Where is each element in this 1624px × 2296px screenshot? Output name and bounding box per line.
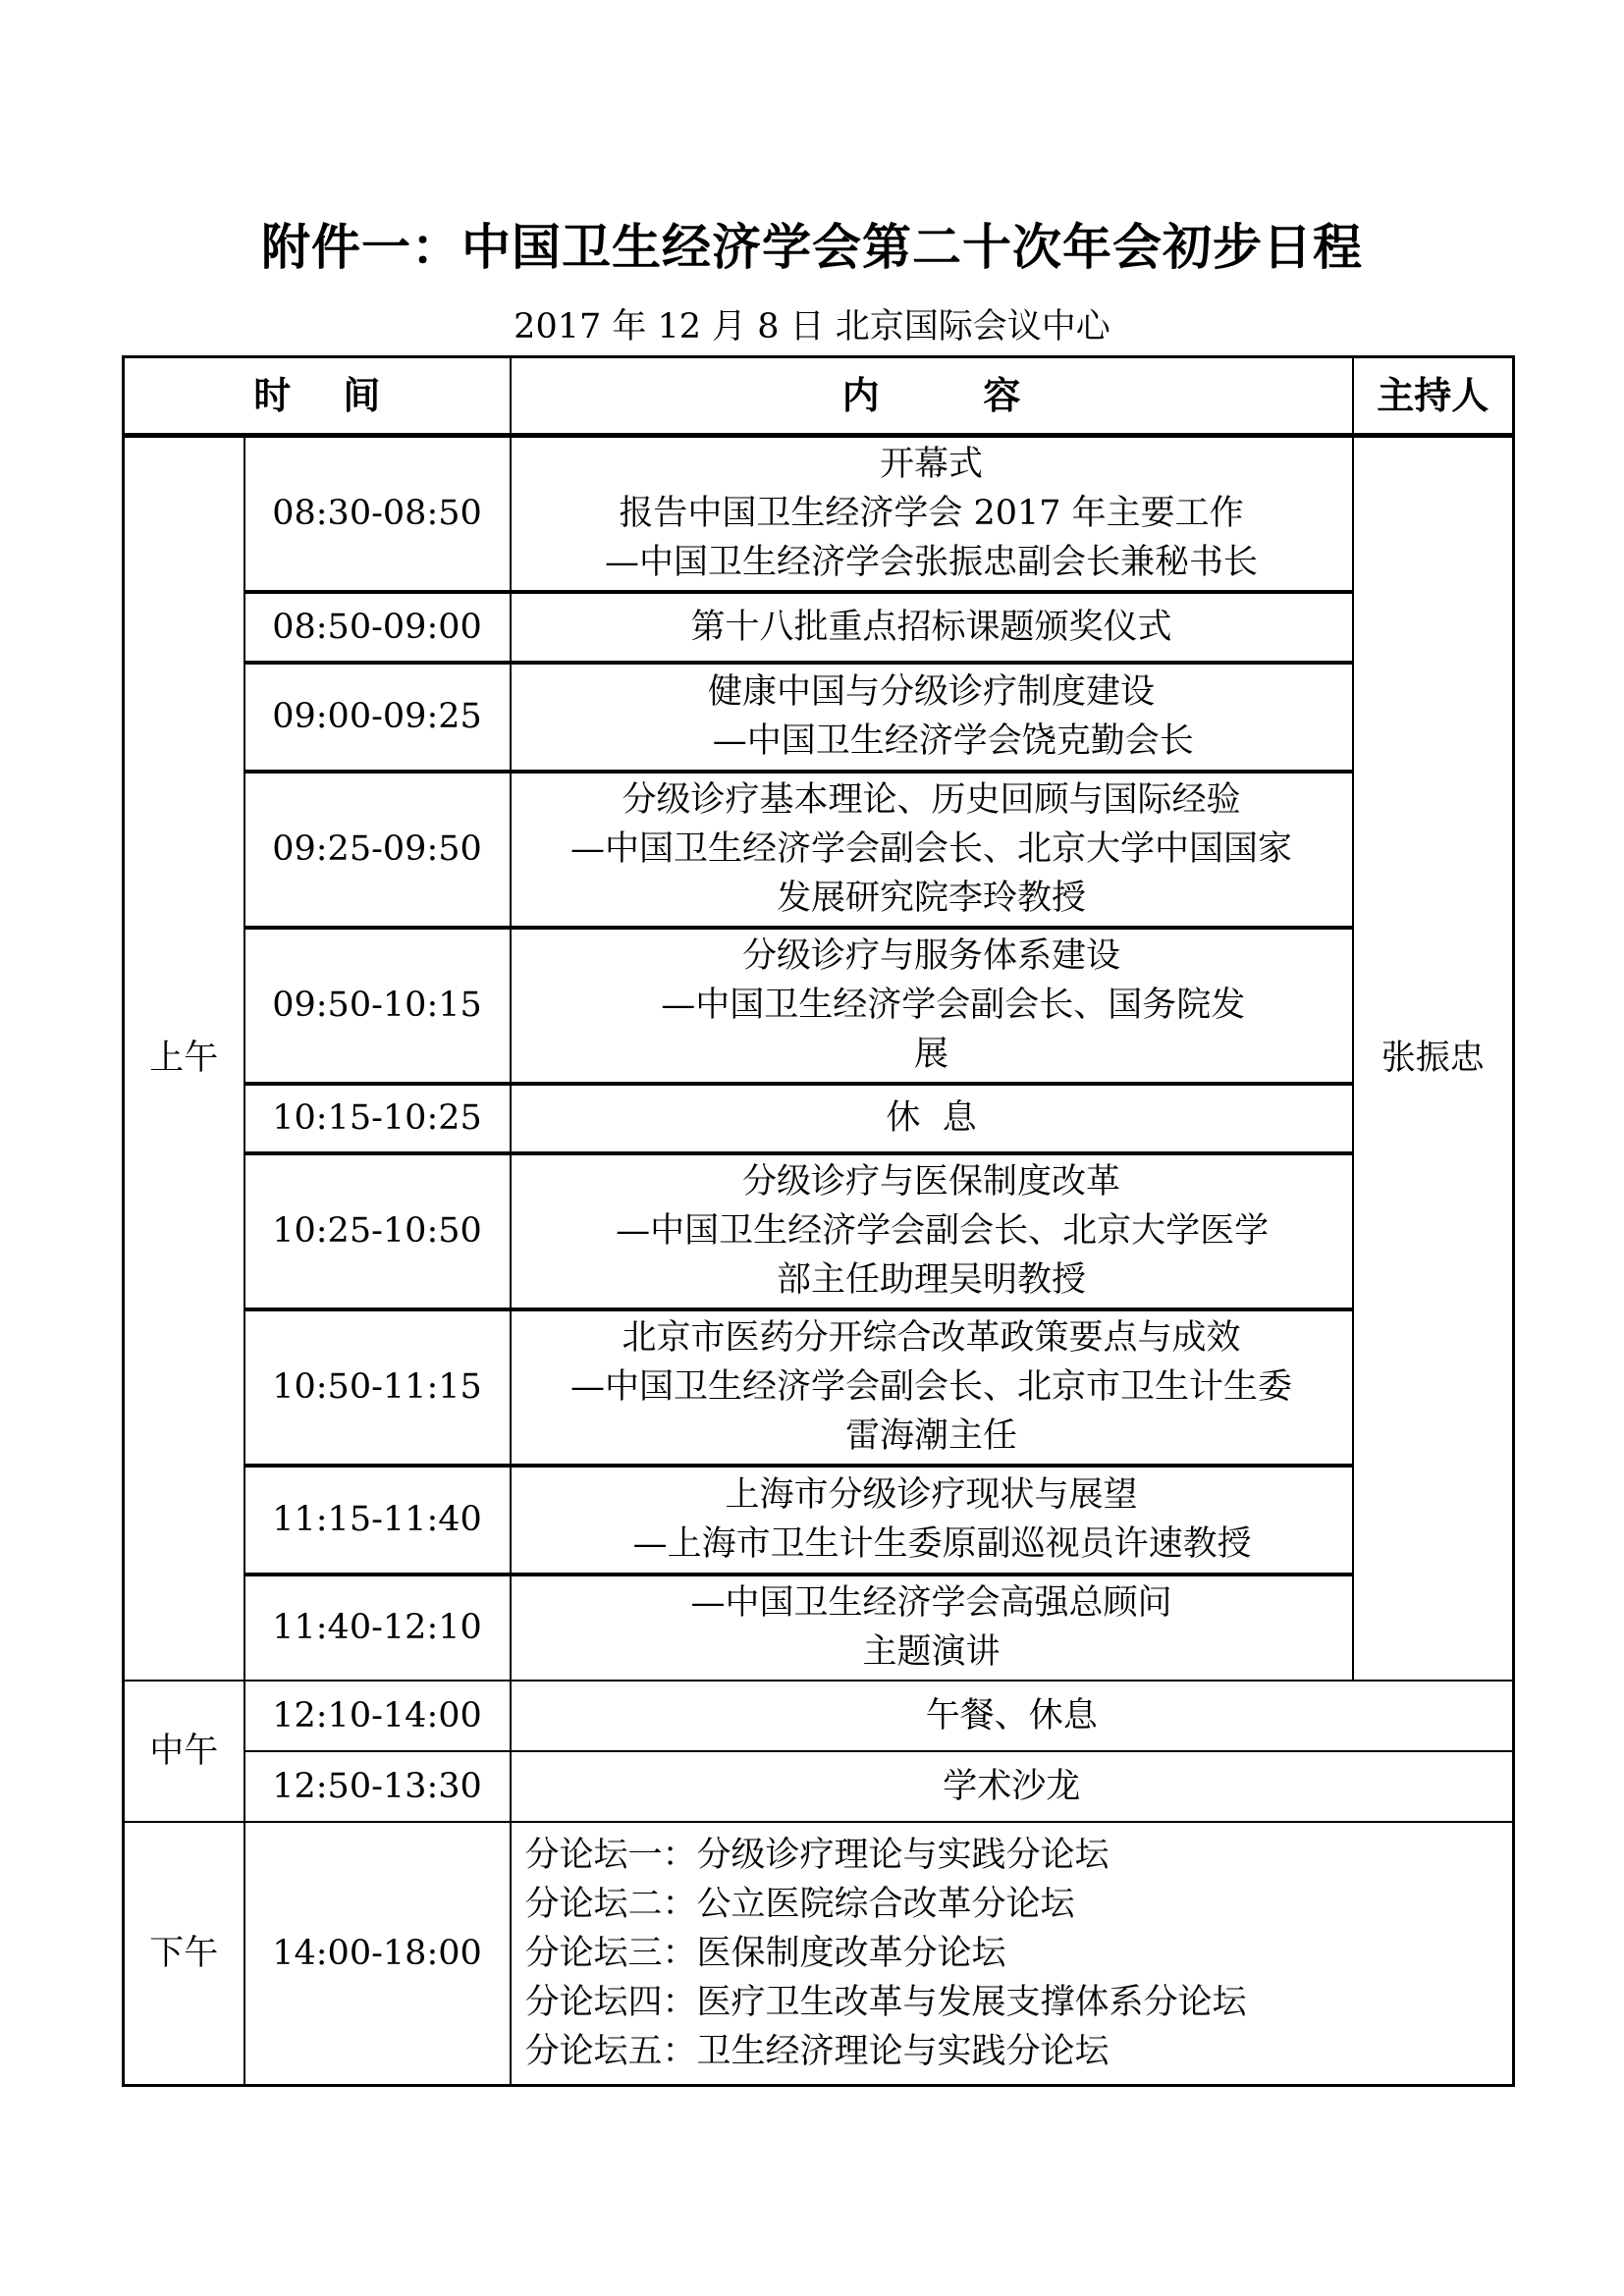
- content-line: —上海市卫生计生委原副巡视员许速教授: [611, 1524, 1252, 1564]
- content-cell: [511, 436, 1353, 592]
- content-line: 分级诊疗与服务体系建设: [742, 936, 1121, 976]
- content-cell: [511, 772, 1353, 928]
- table-row: [124, 1822, 1514, 2086]
- time-cell: 08:50-09:00: [244, 592, 511, 663]
- date-venue: 2017 年 12 月 8 日 北京国际会议中心: [514, 307, 1110, 347]
- time-cell: 10:25-10:50: [244, 1153, 511, 1309]
- time-cell: 10:50-11:15: [244, 1309, 511, 1466]
- table-row: [124, 436, 1514, 592]
- content-cell: [511, 663, 1353, 772]
- content-line: 报告中国卫生经济学会 2017 年主要工作: [619, 494, 1244, 534]
- content-line: 主题演讲: [862, 1632, 1001, 1672]
- time-cell: 09:50-10:15: [244, 928, 511, 1084]
- content-line: 休 息: [886, 1098, 977, 1138]
- content-line: 分级诊疗与医保制度改革: [742, 1162, 1121, 1201]
- content-cell: [511, 1751, 1514, 1822]
- content-cell: [511, 1153, 1353, 1309]
- content-line: —中国卫生经济学会副会长、北京大学中国国家: [570, 829, 1293, 869]
- content-cell: [511, 592, 1353, 663]
- content-line: 学术沙龙: [943, 1766, 1081, 1806]
- table-row: [124, 1466, 1514, 1575]
- period-cell: 下午: [124, 1822, 244, 2086]
- header-content: 内 容: [511, 357, 1353, 436]
- table-row: [124, 592, 1514, 663]
- content-line: —中国卫生经济学会饶克勤会长: [669, 721, 1194, 761]
- content-line: —中国卫生经济学会副会长、国务院发: [617, 986, 1246, 1025]
- content-cell: [511, 1309, 1353, 1466]
- time-cell: 08:30-08:50: [244, 436, 511, 592]
- time-cell: 12:50-13:30: [244, 1751, 511, 1822]
- content-line: 北京市医药分开综合改革政策要点与成效: [622, 1318, 1241, 1358]
- content-line: 分论坛五：卫生经济理论与实践分论坛: [524, 2031, 1110, 2071]
- content-line: 发展研究院李玲教授: [777, 879, 1087, 918]
- table-row: [124, 1751, 1514, 1822]
- time-cell: 09:25-09:50: [244, 772, 511, 928]
- time-cell: 14:00-18:00: [244, 1822, 511, 2086]
- content-line: 展: [914, 1035, 949, 1074]
- content-line: —中国卫生经济学会副会长、北京市卫生计生委: [570, 1367, 1293, 1407]
- page-title: 附件一：中国卫生经济学会第二十次年会初步日程: [261, 219, 1363, 276]
- content-line: 午餐、休息: [925, 1695, 1098, 1735]
- content-line: 部主任助理吴明教授: [777, 1260, 1087, 1300]
- content-line: 分论坛四：医疗卫生改革与发展支撑体系分论坛: [524, 1982, 1247, 2022]
- content-line: —中国卫生经济学会张振忠副会长兼秘书长: [605, 543, 1259, 583]
- content-line: 健康中国与分级诊疗制度建设: [708, 672, 1156, 712]
- content-line: 第十八批重点招标课题颁奖仪式: [690, 607, 1172, 647]
- table-row: [124, 928, 1514, 1084]
- table-row: [124, 1309, 1514, 1466]
- schedule-table: [122, 355, 1515, 2087]
- content-line: 分级诊疗基本理论、历史回顾与国际经验: [622, 780, 1241, 820]
- period-cell: 上午: [124, 436, 244, 1681]
- table-row: [124, 1153, 1514, 1309]
- content-line: —中国卫生经济学会高强总顾问: [690, 1583, 1172, 1623]
- period-cell: 中午: [124, 1681, 244, 1822]
- content-cell: [511, 1084, 1353, 1153]
- header-time: 时 间: [124, 357, 511, 436]
- content-cell: [511, 1681, 1514, 1751]
- content-line: 分论坛三：医保制度改革分论坛: [524, 1933, 1006, 1973]
- header-host: 主持人: [1353, 357, 1514, 436]
- header-row: [124, 357, 1514, 436]
- table-row: [124, 1575, 1514, 1681]
- content-line: 雷海潮主任: [845, 1416, 1018, 1456]
- table-row: [124, 1084, 1514, 1153]
- content-line: 上海市分级诊疗现状与展望: [725, 1475, 1138, 1515]
- table-row: [124, 1681, 1514, 1751]
- time-cell: 11:40-12:10: [244, 1575, 511, 1681]
- time-cell: 12:10-14:00: [244, 1681, 511, 1751]
- content-cell: [511, 1466, 1353, 1575]
- content-line: 开幕式: [880, 445, 984, 485]
- host-cell: 张振忠: [1353, 436, 1514, 1681]
- table-row: [124, 772, 1514, 928]
- time-cell: 10:15-10:25: [244, 1084, 511, 1153]
- content-line: —中国卫生经济学会副会长、北京大学医学: [593, 1211, 1270, 1251]
- time-cell: 11:15-11:40: [244, 1466, 511, 1575]
- content-cell: [511, 928, 1353, 1084]
- content-cell: [511, 1822, 1514, 2086]
- table-row: [124, 663, 1514, 772]
- content-cell: [511, 1575, 1353, 1681]
- content-line: 分论坛二：公立医院综合改革分论坛: [524, 1884, 1075, 1924]
- time-cell: 09:00-09:25: [244, 663, 511, 772]
- content-line: 分论坛一：分级诊疗理论与实践分论坛: [524, 1835, 1110, 1875]
